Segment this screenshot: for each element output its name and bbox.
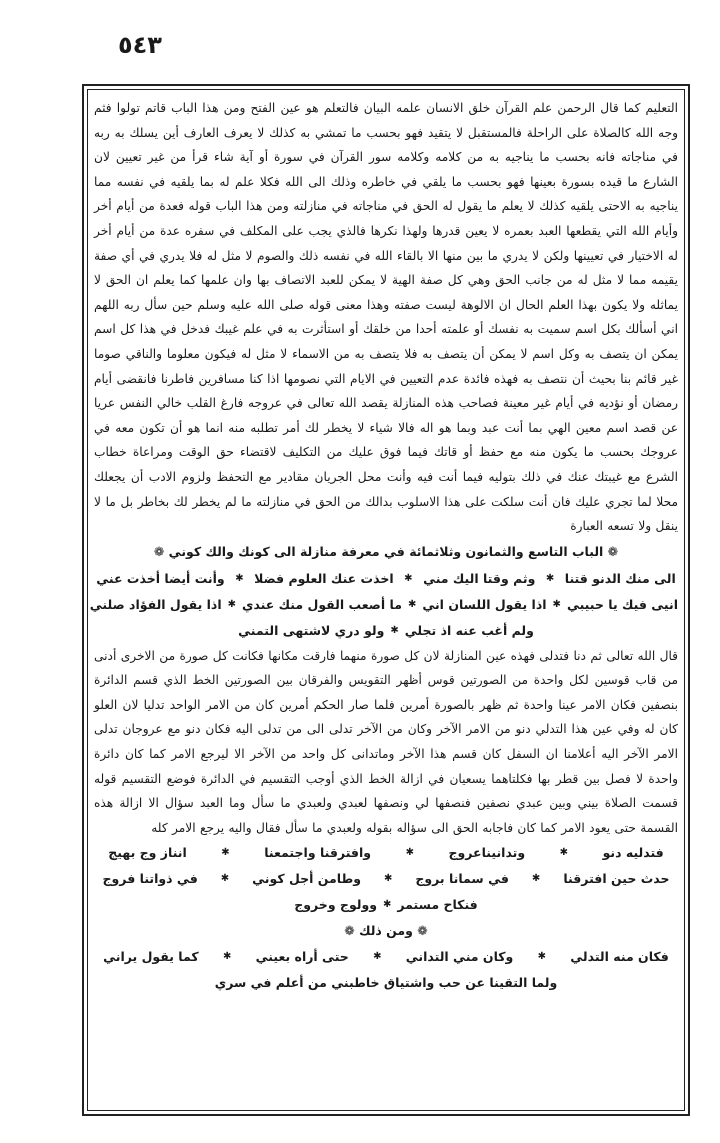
- text-frame: [82, 84, 690, 1116]
- verse-hemistich: اذا يقول اللسان اني: [422, 596, 547, 612]
- verse-hemistich: الى منك الدنو قتنا: [564, 570, 676, 586]
- verse-line: [94, 944, 678, 970]
- verse-line: [94, 866, 678, 892]
- verse-hemistich: ما أصعب القول منك عندي: [242, 596, 402, 612]
- star-icon: ✱: [227, 598, 236, 610]
- page-content: [89, 96, 678, 1108]
- verse-line: [89, 592, 678, 618]
- verse-hemistich: وثم وقتا اليك مني: [423, 570, 536, 586]
- verse-hemistich: انيى فيك يا حبيبي: [566, 596, 678, 612]
- verse-line: [94, 566, 678, 592]
- paragraph-1: التعليم كما قال الرحمن علم القرآن خلق الانسان علمه البيان فالتعلم هو عين الفتح ومن هذا الباب قاتم تولوا فثم وجه الله كالصلاة على الراحلة فالمستقبل لا يتقيد فهو بحسب ما تمشي به كذلك لا يعرف العارف أين يسلك به ربه في مناجاته فانه بحسب ما يناجيه به من كلامه وكلامه سور القرآن في سورة أو آية شاء قرأ من غير تعيين لان الشارع ما قيده بسورة بعينها فهو بحسب ما يلقي في خاطره وذلك الى الله فكلا علم له بما يلقيه في نفسه مما يناجيه به الاحتى يلقيه كذلك لا يعلم ما يقول له الحق في مناجاته في منازلته ومن هذا الباب قوله فعدة من أيام أخر وأيام الله التي يقطعها العبد بعمره لا يعين قدرها ولهذا نكرها فالذي يجب على المكلف في سفره عدة من أيام أخر له الاختيار في تعيينها ولكن لا يدري ما بين منها الا بالقاء الله في نفسه ذلك والصوم لا مثل له فلا يدري في أي صفة يقيمه مما لا مثل له من جانب الحق وهي كل صفة الهية لا يمكن للعبد الاتصاف بها وان علمها كما يعلم ان الحق لا يماثله ولا يكون بهذا العلم الحال ان الالوهة ليست صفته وهذا معنى قوله صلى الله عليه وسلم حين سأل ربه اللهم اني أسألك بكل اسم سميت به نفسك أو علمته أحدا من خلقك أو استأثرت به في علم غيبك فدخل في هذا كل اسم يمكن ان يتصف به وكل اسم لا يمكن أن يتصف به فلا يتصف به من الاسماء لا مثل له فيكون معلوما والناقي صوما غير قائم بنا بحيث أن نتصف به فهذه فائدة عدم التعيين في الايام التي نصومها اذا كنا مسافرين فاطرنا فانقضى أيام رمضان أو نؤديه في أيام غير معينة فصاحب هذه المنازلة يقصد الله تعالى في عروجه فارغ القلب خالي النفس عريا عن قصد اسم معين الهي بما أنت عبد وبما هو اله فالا شياء لا يخطر لك أمر تطلبه منه انما هو أن تكون معه في عروجك بحسب ما يكون منه مع حفظ أو قاتك فيما فوق عليك من التكليف لاقتضاء حق الوقت ومراعاة خطاب الشرع مع غيبتك عنك في ذلك بتوليه فيما أنت فيه وأنت محل الجريان مقادير مع التحفظ ولزوم الادب أن يجعلك محلا لما تجري عليك فان أنت سلكت على هذا الاسلوب بدالك من الحق في منازلته ما لم يخطر لك بخاطر بل ما لا ينقل ولا تسعه العبارة: [94, 101, 678, 534]
- star-icon: ✱: [545, 572, 555, 584]
- star-icon: ✱: [537, 951, 546, 963]
- verse-hemistich: حتى أراه بعيني: [255, 949, 349, 965]
- last-line: ولما التقينا عن حب واشتياق خاطبني من أعلم في سري: [214, 975, 558, 991]
- verse-hemistich: وكان مني التداني: [405, 949, 514, 965]
- star-icon: ✱: [407, 598, 417, 610]
- verse-hemistich: فتدليه دنو: [602, 845, 664, 861]
- ornament-icon: ❁: [603, 543, 619, 559]
- verse-hemistich: ولم أغب عنه اذ تجلي: [404, 622, 534, 638]
- star-icon: ✱: [383, 899, 392, 911]
- star-icon: ✱: [404, 572, 413, 584]
- verse-hemistich: حدث حين افترقنا: [563, 871, 670, 887]
- verse-hemistich: في سمانا بروج: [415, 871, 509, 887]
- sub-heading-text: ومن ذلك: [359, 923, 413, 939]
- verse-hemistich: وأنت أيضا أخذت عني: [96, 570, 225, 586]
- star-icon: ✱: [220, 873, 230, 885]
- star-icon: ✱: [221, 847, 230, 859]
- chapter-heading: [94, 540, 678, 564]
- ornament-icon: ❁: [412, 923, 428, 939]
- star-icon: ✱: [531, 873, 541, 885]
- verse-hemistich: وطامن أجل كوني: [252, 871, 361, 887]
- star-icon: ✱: [559, 847, 569, 859]
- verse-hemistich: في ذواتنا فروج: [102, 871, 198, 887]
- page-number: ٥٤٣: [118, 31, 162, 59]
- ornament-icon: ❁: [344, 923, 360, 939]
- verse-line: [94, 618, 678, 644]
- star-icon: ✱: [405, 847, 414, 859]
- verse-hemistich: وولوج وخروج: [294, 897, 378, 913]
- star-icon: ✱: [552, 598, 561, 610]
- verse-hemistich: فنكاح مستمر: [397, 897, 478, 913]
- verse-line: [94, 892, 678, 918]
- verse-hemistich: فكان منه التدلي: [570, 949, 669, 965]
- star-icon: ✱: [383, 873, 393, 885]
- sub-heading: [94, 918, 678, 944]
- star-icon: ✱: [235, 572, 244, 584]
- star-icon: ✱: [390, 624, 399, 636]
- star-icon: ✱: [373, 951, 382, 963]
- ornament-icon: ❁: [153, 543, 169, 559]
- paragraph-2: قال الله تعالى ثم دنا فتدلى فهذه عين المنازلة لان كل صورة منهما فارقت مكانها فكانت كل صورة من الاخرى أدنى من قاب قوسين لكل واحدة من الصورتين قوس أظهر التقويس والفرقان بين الصورتين الخط الذي قسم الدائرة بنصفين فكان الامر عينا واحدة ثم ظهر بالصورة أمرين فلما صار الحكم أمرين كان من الامر الواحد تدليا لان العلو كان له وفي عين هذا التدلي دنو من الامر الآخر وكان من الآخر تدلى الى من تدلى اليه فكان دنو مع عروجان تدلى الامر الآخر اليه أعلامنا ان السفل كان قسم هذا الآخر وماتدانى كل واحد من الآخر الا ليرجع الامر كما كان دائرة واحدة لا فصل بين قطر بها فكلتاهما يسعيان في ازالة الخط الذي أوجب التقسيم في الدائرة فوضع التقسيم قوله قسمت الصلاة بيني وبين عبدي نصفين فنصفها لي ونصفها لعبدي ولعبدي ما سأل وما العبد سؤال الا ازالة هذه القسمة حتى يعود الامر كما كان فاجابه الحق الى سؤاله بقوله ولعبدي ما سأل فقال واليه يرجع الامر كله: [94, 648, 678, 835]
- verse-hemistich: اذا يقول الفؤاد صلني: [89, 596, 222, 612]
- verse-line: [94, 840, 678, 866]
- star-icon: ✱: [222, 951, 232, 963]
- verse-hemistich: ولو دري لاشتهى التمني: [238, 622, 385, 638]
- verse-hemistich: انناز وج بهيج: [108, 845, 187, 861]
- verse-hemistich: وتدانيناعروج: [448, 845, 526, 861]
- chapter-heading-text: الباب التاسع والثمانون وثلاثمائة في معرفة منازلة الى كونك والك كوني: [168, 543, 604, 559]
- verse-hemistich: كما يقول يراني: [103, 949, 199, 965]
- verse-hemistich: اخذت عنك العلوم فضلا: [254, 570, 394, 586]
- verse-hemistich: وافترقنا واجتمعنا: [264, 845, 372, 861]
